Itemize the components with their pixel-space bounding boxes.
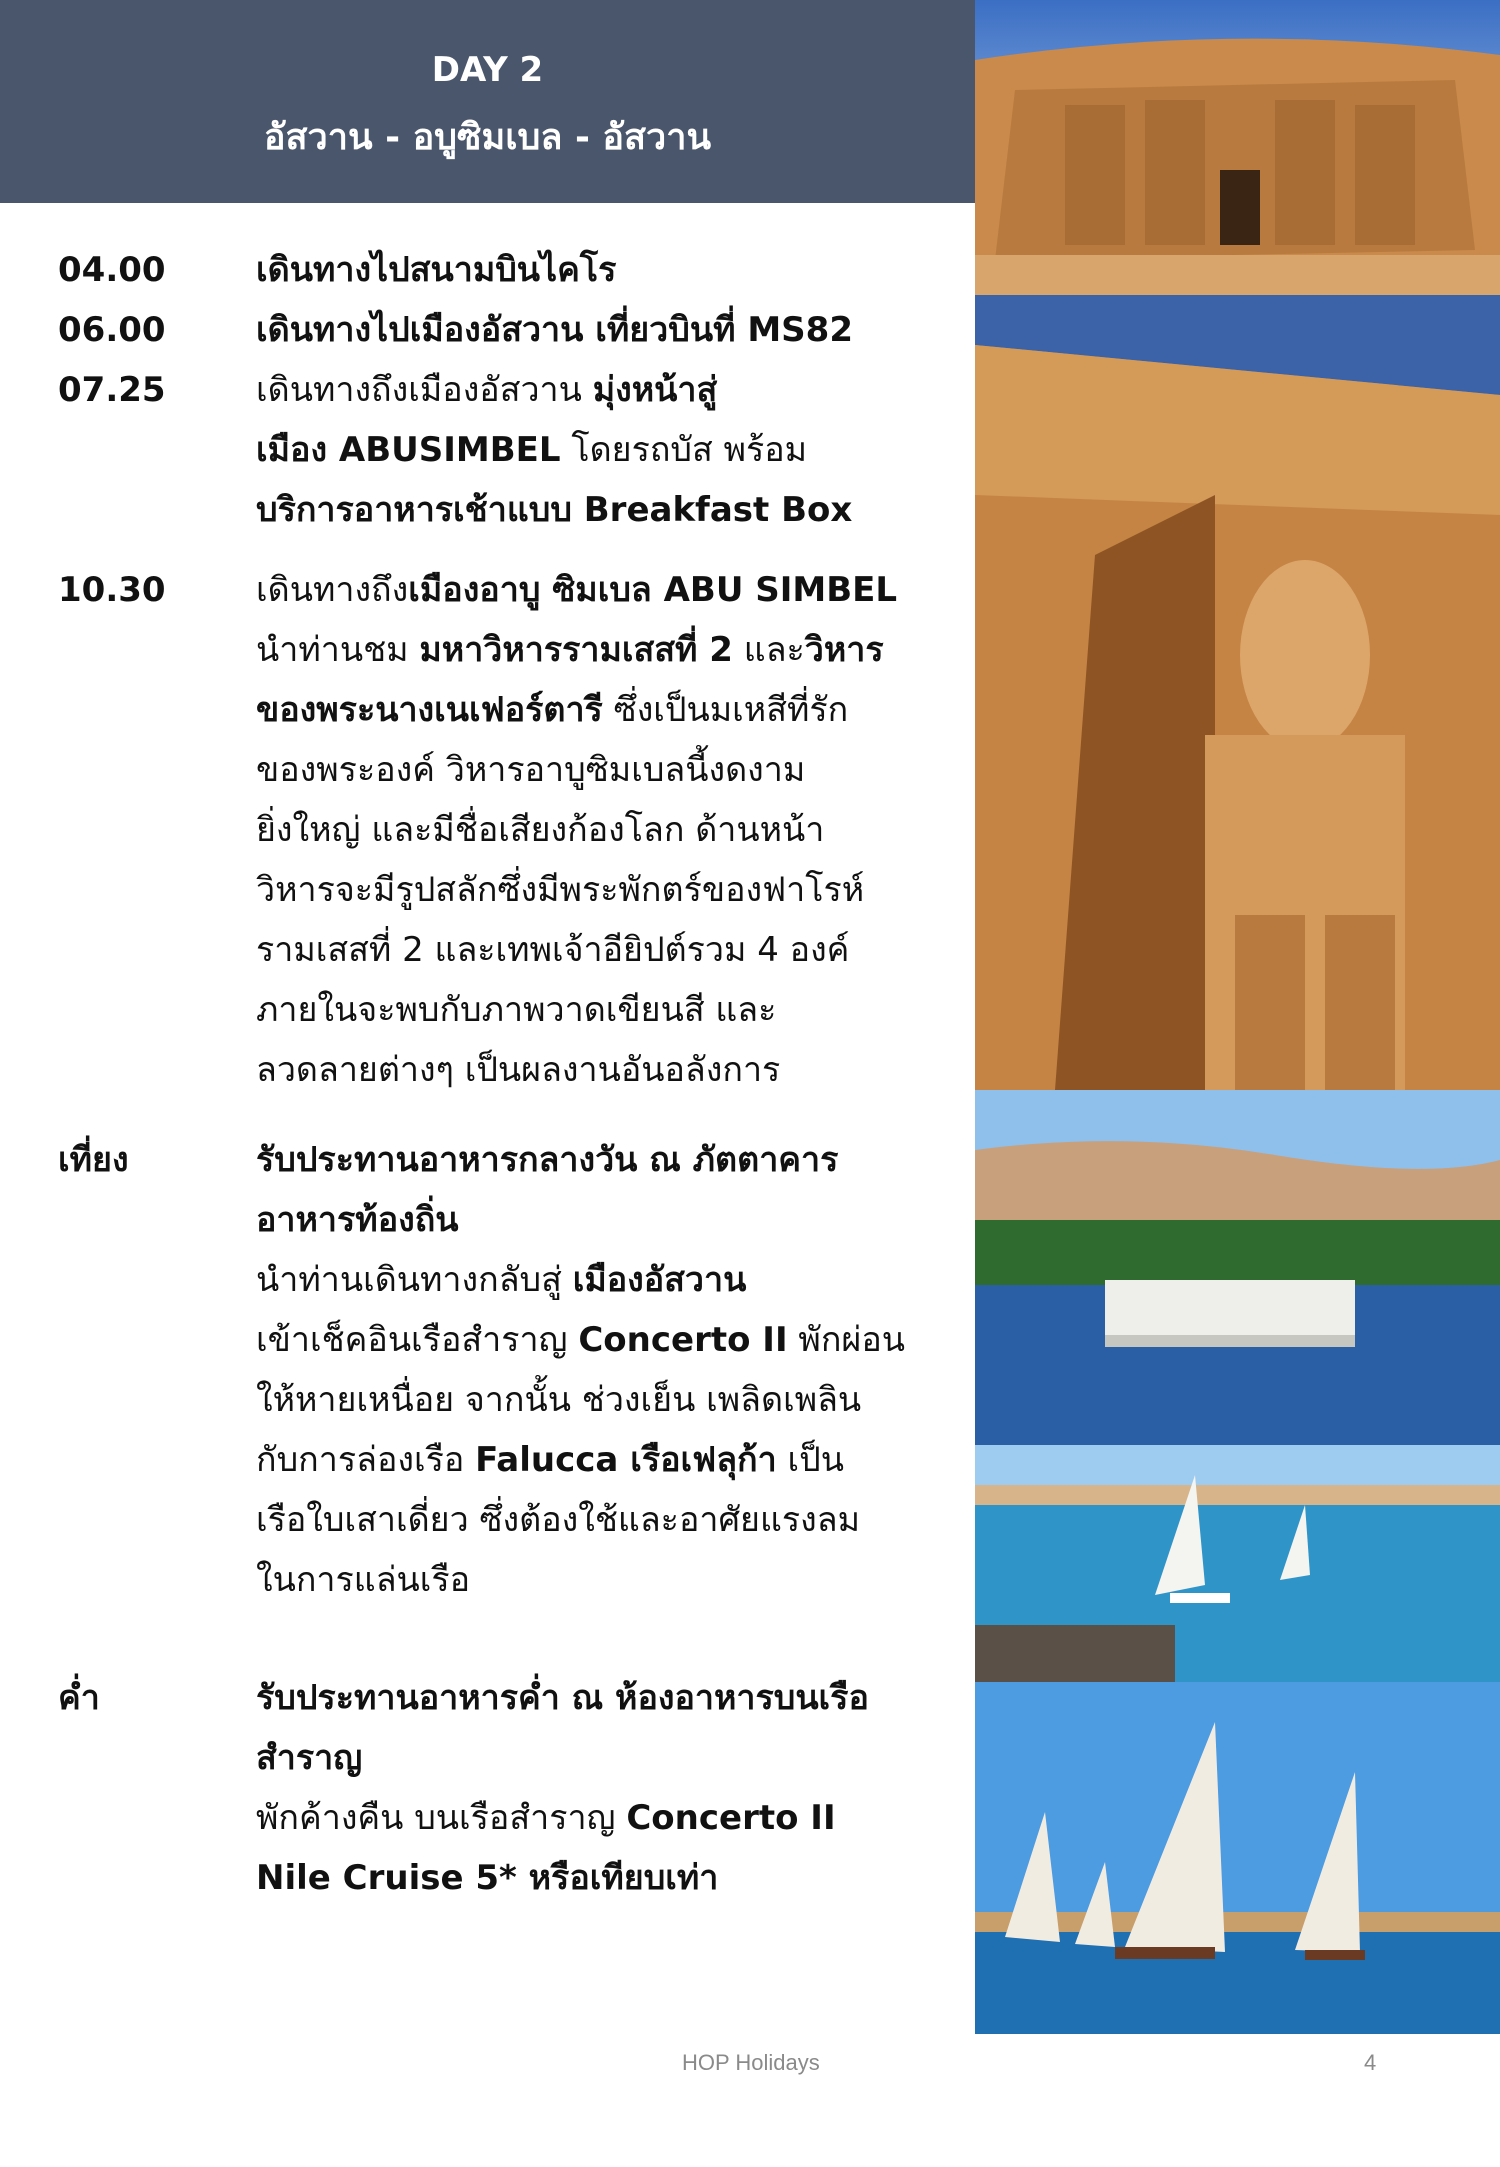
- description-text: อาหารท้องถิ่น: [256, 1200, 459, 1240]
- footer-brand: HOP Holidays: [682, 2050, 820, 2075]
- description-text: เมือง ABUSIMBEL: [256, 430, 561, 470]
- schedule-time: 06.00: [58, 310, 166, 350]
- description-text: พักผ่อน: [787, 1320, 905, 1360]
- day-title: DAY 2: [431, 50, 544, 90]
- felucca-sails-photo: [975, 1682, 1500, 2034]
- description-line: [256, 1668, 976, 1728]
- schedule-description: [256, 1668, 976, 1908]
- description-line: [256, 1728, 976, 1788]
- schedule-time: 10.30: [58, 570, 166, 610]
- description-line: [256, 1130, 976, 1190]
- description-text: โดยรถบัส พร้อม: [560, 430, 808, 470]
- day-header: [0, 0, 975, 203]
- description-text: ของพระองค์ วิหารอาบูซิมเบลนี้งดงาม: [256, 750, 806, 790]
- description-text: เมืองอัสวาน: [572, 1260, 747, 1300]
- description-line: [256, 620, 976, 680]
- description-text: เดินทางไปเมืองอัสวาน เที่ยวบินที่ MS82: [256, 310, 853, 350]
- schedule-time: 04.00: [58, 250, 166, 290]
- description-line: [256, 360, 976, 420]
- description-text: รับประทานอาหารกลางวัน ณ ภัตตาคาร: [256, 1140, 839, 1180]
- description-text: กับการล่องเรือ: [256, 1440, 476, 1480]
- description-text: รับประทานอาหารค่ำ ณ ห้องอาหารบนเรือ: [256, 1678, 869, 1718]
- description-text: พักค้างคืน บนเรือสำราญ: [256, 1798, 627, 1838]
- description-line: [256, 1190, 976, 1250]
- description-line: [256, 1550, 976, 1610]
- description-text: ลวดลายต่างๆ เป็นผลงานอันอลังการ: [256, 1050, 781, 1090]
- description-text: มุ่งหน้าสู่: [592, 370, 718, 410]
- description-text: ในการแล่นเรือ: [256, 1560, 471, 1600]
- description-text: Concerto II: [578, 1320, 788, 1360]
- schedule-description: [256, 1130, 976, 1610]
- schedule-time: 07.25: [58, 370, 166, 410]
- description-text: เข้าเช็คอินเรือสำราญ: [256, 1320, 579, 1360]
- description-line: [256, 560, 976, 620]
- description-line: [256, 300, 976, 360]
- description-text: เดินทางถึงเมืองอัสวาน: [256, 370, 593, 410]
- description-line: [256, 1490, 976, 1550]
- description-text: ภายในจะพบกับภาพวาดเขียนสี และ: [256, 990, 777, 1030]
- description-line: [256, 920, 976, 980]
- description-line: [256, 740, 976, 800]
- description-text: วิหาร: [804, 630, 884, 670]
- description-line: [256, 240, 976, 300]
- description-line: [256, 1370, 976, 1430]
- description-line: [256, 980, 976, 1040]
- description-text: มหาวิหารรามเสสที่ 2: [419, 630, 733, 670]
- description-text: สำราญ: [256, 1738, 363, 1778]
- description-line: [256, 1310, 976, 1370]
- description-text: นำท่านเดินทางกลับสู่: [256, 1260, 573, 1300]
- description-text: วิหารจะมีรูปสลักซึ่งมีพระพักตร์ของฟาโรห์: [256, 870, 865, 910]
- ramesses-statue-photo: [975, 295, 1500, 1090]
- description-text: รามเสสที่ 2 และเทพเจ้าอียิปต์รวม 4 องค์: [256, 930, 850, 970]
- description-line: [256, 1430, 976, 1490]
- description-text: เมืองอาบู ซิมเบล ABU SIMBEL: [408, 570, 898, 610]
- schedule-description: [256, 240, 976, 300]
- felucca-aswan-photo: [975, 1445, 1500, 1682]
- description-text: ยิ่งใหญ่ และมีชื่อเสียงก้องโลก ด้านหน้า: [256, 810, 825, 850]
- route-title: อัสวาน - อบูซิมเบล - อัสวาน: [263, 117, 712, 158]
- description-line: [256, 1848, 976, 1908]
- description-line: [256, 680, 976, 740]
- description-line: [256, 480, 976, 540]
- description-text: Nile Cruise 5* หรือเทียบเท่า: [256, 1858, 719, 1898]
- schedule-time: เที่ยง: [58, 1140, 129, 1180]
- description-line: [256, 420, 976, 480]
- description-text: ซึ่งเป็นมเหสีที่รัก: [602, 690, 849, 730]
- description-text: Falucca เรือเฟลุก้า: [475, 1440, 777, 1480]
- nile-cruise-ship-photo: [975, 1090, 1500, 1445]
- footer-page-number: 4: [1364, 2050, 1377, 2075]
- description-line: [256, 1040, 976, 1100]
- description-line: [256, 1250, 976, 1310]
- description-text: เดินทางไปสนามบินไคโร: [256, 250, 617, 290]
- description-text: เดินทางถึง: [256, 570, 409, 610]
- description-text: เป็น: [776, 1440, 844, 1480]
- description-text: เรือใบเสาเดี่ยว ซึ่งต้องใช้และอาศัยแรงลม: [256, 1500, 860, 1540]
- description-text: ให้หายเหนื่อย จากนั้น ช่วงเย็น เพลิดเพลิน: [256, 1380, 862, 1420]
- description-text: นำท่านชม: [256, 630, 420, 670]
- description-line: [256, 800, 976, 860]
- description-text: บริการอาหารเช้าแบบ Breakfast Box: [256, 490, 853, 530]
- schedule-time: ค่ำ: [58, 1678, 100, 1718]
- abu-simbel-temple-photo: [975, 0, 1500, 295]
- description-text: ของพระนางเนเฟอร์ตารี: [256, 690, 603, 730]
- description-text: Concerto II: [626, 1798, 836, 1838]
- schedule-description: [256, 300, 976, 360]
- description-line: [256, 860, 976, 920]
- schedule-description: [256, 360, 976, 540]
- description-text: และ: [732, 630, 805, 670]
- description-line: [256, 1788, 976, 1848]
- schedule-description: [256, 560, 976, 1100]
